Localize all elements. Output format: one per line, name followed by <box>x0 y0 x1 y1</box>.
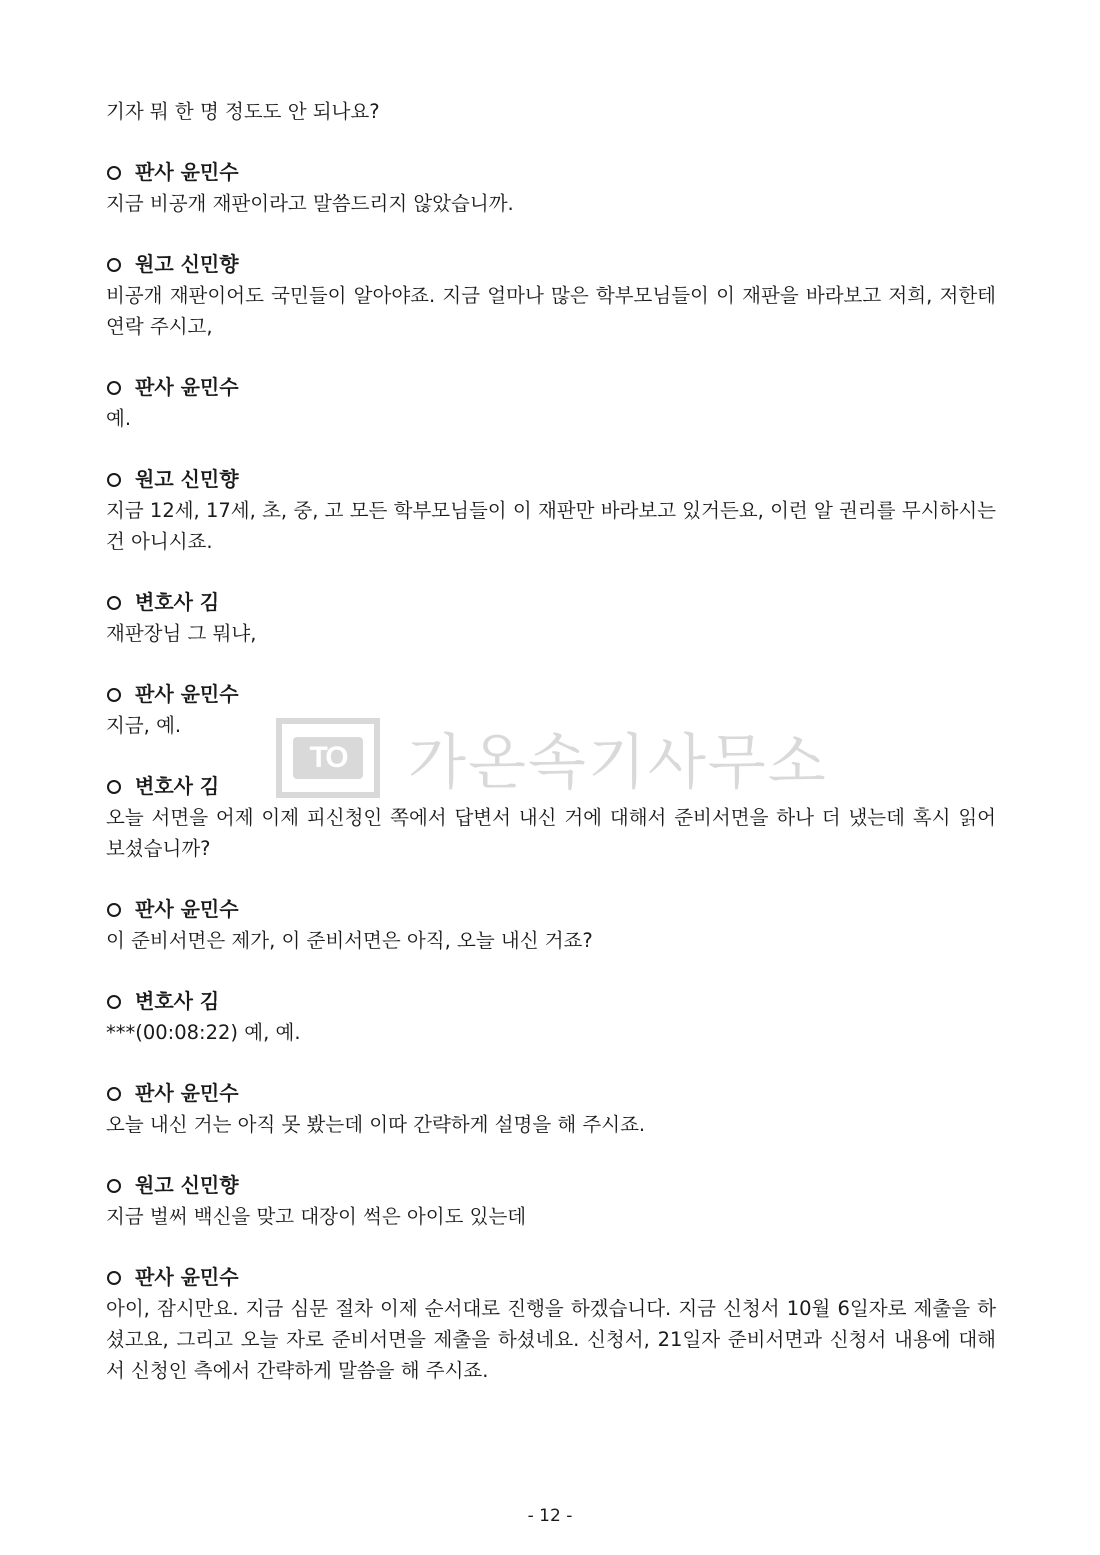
page-number: - 12 - <box>527 1506 573 1526</box>
speaker-name: 변호사 김 <box>135 590 220 614</box>
speech-text: 예. <box>106 407 132 430</box>
transcript-entry <box>106 587 996 649</box>
transcript-entries <box>106 157 996 1386</box>
speaker-line <box>106 1262 996 1293</box>
speech-text: ***(00:08:22) 예, 예. <box>106 1021 301 1044</box>
document-body <box>106 96 996 1416</box>
circle-bullet-icon <box>107 995 121 1009</box>
transcript-entry <box>106 771 996 864</box>
circle-bullet-icon <box>107 166 121 180</box>
speaker-name: 판사 윤민수 <box>135 682 239 706</box>
speaker-line <box>106 894 996 925</box>
transcript-entry <box>106 464 996 557</box>
speech-text: 오늘 내신 거는 아직 못 봤는데 이따 간략하게 설명을 해 주시죠. <box>106 1113 646 1136</box>
speech-text: 비공개 재판이어도 국민들이 알아야죠. 지금 얼마나 많은 학부모님들이 이 재판을 바라보고 저희, 저한테 연락 주시고, <box>106 284 996 338</box>
speech-text: 재판장님 그 뭐냐, <box>106 622 257 645</box>
speaker-line <box>106 679 996 710</box>
circle-bullet-icon <box>107 381 121 395</box>
speaker-line <box>106 1078 996 1109</box>
circle-bullet-icon <box>107 903 121 917</box>
speaker-name: 원고 신민향 <box>135 252 239 276</box>
speaker-name: 원고 신민향 <box>135 467 239 491</box>
circle-bullet-icon <box>107 258 121 272</box>
speaker-name: 변호사 김 <box>135 989 220 1013</box>
speaker-name: 원고 신민향 <box>135 1173 239 1197</box>
speech-text: 이 준비서면은 제가, 이 준비서면은 아직, 오늘 내신 거죠? <box>106 929 593 952</box>
transcript-entry <box>106 372 996 434</box>
circle-bullet-icon <box>107 596 121 610</box>
speaker-line <box>106 1170 996 1201</box>
speech-text: 아이, 잠시만요. 지금 심문 절차 이제 순서대로 진행을 하겠습니다. 지금 신청서 10월 6일자로 제출을 하셨고요, 그리고 오늘 자로 준비서면을 제출을 하셨네요. 신청서, 21일자 준비서면과 신청서 내용에 대해서 신청인 측에서 간략하게 말씀을 해 주시죠. <box>106 1297 996 1382</box>
speaker-line <box>106 249 996 280</box>
circle-bullet-icon <box>107 1179 121 1193</box>
speaker-name: 판사 윤민수 <box>135 1265 239 1289</box>
circle-bullet-icon <box>107 780 121 794</box>
transcript-entry <box>106 986 996 1048</box>
speaker-line <box>106 986 996 1017</box>
watermark-logo-mark: TO <box>293 737 363 779</box>
speaker-line <box>106 372 996 403</box>
watermark-text: 가온속기사무소 <box>408 728 828 798</box>
circle-bullet-icon <box>107 473 121 487</box>
transcript-entry <box>106 249 996 342</box>
speaker-line <box>106 771 996 802</box>
circle-bullet-icon <box>107 688 121 702</box>
speaker-line <box>106 157 996 188</box>
lead-text: 기자 뭐 한 명 정도도 안 되나요? <box>106 100 380 123</box>
transcript-entry <box>106 679 996 741</box>
speaker-line <box>106 464 996 495</box>
speaker-name: 판사 윤민수 <box>135 375 239 399</box>
transcript-entry <box>106 1170 996 1232</box>
transcript-entry <box>106 1078 996 1140</box>
speaker-line <box>106 587 996 618</box>
speaker-name: 판사 윤민수 <box>135 897 239 921</box>
speech-text: 지금 12세, 17세, 초, 중, 고 모든 학부모님들이 이 재판만 바라보고 있거든요, 이런 알 권리를 무시하시는 건 아니시죠. <box>106 499 996 553</box>
speech-text: 지금 비공개 재판이라고 말씀드리지 않았습니까. <box>106 192 514 215</box>
circle-bullet-icon <box>107 1087 121 1101</box>
transcript-entry <box>106 894 996 956</box>
circle-bullet-icon <box>107 1271 121 1285</box>
speech-text: 지금 벌써 백신을 맞고 대장이 썩은 아이도 있는데 <box>106 1205 527 1228</box>
speaker-name: 판사 윤민수 <box>135 160 239 184</box>
transcript-entry <box>106 157 996 219</box>
speech-text: 지금, 예. <box>106 714 182 737</box>
speaker-name: 변호사 김 <box>135 774 220 798</box>
speaker-name: 판사 윤민수 <box>135 1081 239 1105</box>
speech-text: 오늘 서면을 어제 이제 피신청인 쪽에서 답변서 내신 거에 대해서 준비서면을 하나 더 냈는데 혹시 읽어 보셨습니까? <box>106 806 996 860</box>
transcript-entry <box>106 1262 996 1386</box>
